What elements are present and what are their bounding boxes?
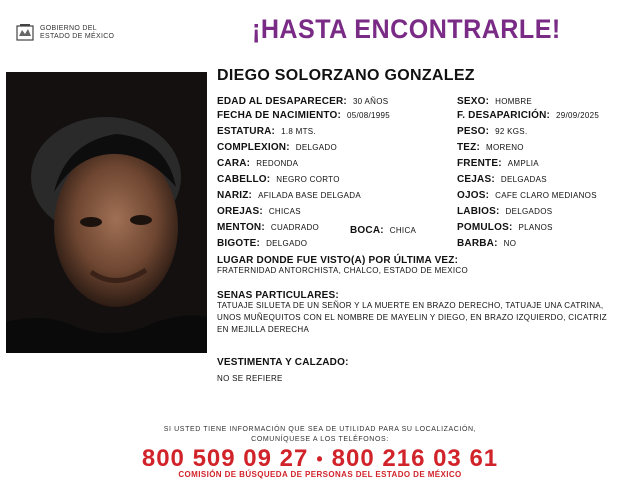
vestimenta-label: VESTIMENTA Y CALZADO: xyxy=(217,357,349,368)
peso-label: PESO: xyxy=(457,126,490,137)
nariz-value: AFILADA BASE DELGADA xyxy=(258,191,362,200)
field-menton xyxy=(217,222,319,235)
orejas-value: CHICAS xyxy=(268,207,301,216)
field-boca xyxy=(350,225,416,238)
field-barba xyxy=(457,238,516,251)
field-ojos xyxy=(457,190,597,203)
field-sexo xyxy=(457,96,532,109)
menton-value: CUADRADO xyxy=(270,223,320,232)
boca-label: BOCA: xyxy=(350,225,384,236)
vestimenta-value: NO SE REFIERE xyxy=(217,374,283,383)
desaparicion-value: 29/09/2025 xyxy=(556,111,600,120)
barba-value: NO xyxy=(503,239,517,248)
government-name xyxy=(40,25,114,41)
estatura-label: ESTATURA: xyxy=(217,126,276,137)
boca-value: CHICA xyxy=(389,226,417,235)
cabello-value: NEGRO CORTO xyxy=(276,175,340,184)
gov-line-1: GOBIERNO DEL xyxy=(40,25,97,32)
person-photo xyxy=(6,72,207,353)
headline: ¡HASTA ENCONTRARLE! xyxy=(252,14,561,44)
edad-label: EDAD AL DESAPARECER: xyxy=(217,96,347,107)
cejas-label: CEJAS: xyxy=(457,174,495,185)
field-nariz xyxy=(217,190,361,203)
person-photo-icon xyxy=(6,72,207,353)
sexo-value: HOMBRE xyxy=(495,97,533,106)
peso-value: 92 KGS. xyxy=(495,127,528,136)
state-emblem-icon xyxy=(14,22,36,44)
field-nacimiento xyxy=(217,110,390,123)
cejas-value: DELGADAS xyxy=(500,175,547,184)
frente-value: AMPLIA xyxy=(507,159,539,168)
cara-value: REDONDA xyxy=(256,159,299,168)
phone-number-1: 800 509 09 27 xyxy=(141,445,309,472)
person-name: DIEGO SOLORZANO GONZALEZ xyxy=(217,67,475,84)
frente-label: FRENTE: xyxy=(457,158,502,169)
lugar-label: LUGAR DONDE FUE VISTO(A) POR ÚLTIMA VEZ: xyxy=(217,255,459,266)
pomulos-label: POMULOS: xyxy=(457,222,513,233)
nacimiento-label: FECHA DE NACIMIENTO: xyxy=(217,110,341,121)
contact-note xyxy=(0,425,640,445)
field-cara xyxy=(217,158,298,171)
phone-numbers xyxy=(0,445,640,473)
barba-label: BARBA: xyxy=(457,238,498,249)
phone-separator: • xyxy=(316,449,324,470)
cabello-label: CABELLO: xyxy=(217,174,271,185)
bigote-label: BIGOTE: xyxy=(217,238,261,249)
lugar-value: FRATERNIDAD ANTORCHISTA, CHALCO, ESTADO DE MEXICO xyxy=(217,266,469,275)
edad-value: 30 AÑOS xyxy=(352,97,389,106)
field-bigote xyxy=(217,238,307,251)
pomulos-value: PLANOS xyxy=(518,223,553,232)
complexion-value: DELGADO xyxy=(295,143,337,152)
menton-label: MENTON: xyxy=(217,222,265,233)
ojos-label: OJOS: xyxy=(457,190,490,201)
field-estatura xyxy=(217,126,316,139)
commission-name: COMISIÓN DE BÚSQUEDA DE PERSONAS DEL ESTADO DE MÉXICO xyxy=(178,470,462,479)
estatura-value: 1.8 MTS. xyxy=(281,127,316,136)
gov-line-2: ESTADO DE MÉXICO xyxy=(40,33,115,40)
field-orejas xyxy=(217,206,301,219)
labios-label: LABIOS: xyxy=(457,206,500,217)
orejas-label: OREJAS: xyxy=(217,206,263,217)
field-cejas xyxy=(457,174,547,187)
desaparicion-label: F. DESAPARICIÓN: xyxy=(457,110,551,121)
field-tez xyxy=(457,142,524,155)
contact-note-line-2: COMUNÍQUESE A LOS TELÉFONOS: xyxy=(251,436,389,443)
field-pomulos xyxy=(457,222,553,235)
field-peso xyxy=(457,126,527,139)
labios-value: DELGADOS xyxy=(505,207,553,216)
sexo-label: SEXO: xyxy=(457,96,490,107)
field-frente xyxy=(457,158,539,171)
senas-label: SENAS PARTICULARES: xyxy=(217,290,339,301)
nacimiento-value: 05/08/1995 xyxy=(347,111,391,120)
senas-value: TATUAJE SILUETA DE UN SEÑOR Y LA MUERTE EN BRAZO DERECHO, TATUAJE UNA CATRINA, UNOS MUÑEQUITOS CON EL NOMBRE DE MAYELIN Y DIEGO, EN BRAZO IZQUIERDO, CICATRIZ EN MEJILLA DERECHA xyxy=(217,301,607,334)
bigote-value: DELGADO xyxy=(266,239,308,248)
government-logo xyxy=(14,22,114,44)
nariz-label: NARIZ: xyxy=(217,190,253,201)
phone-number-2: 800 216 03 61 xyxy=(331,445,499,472)
cara-label: CARA: xyxy=(217,158,251,169)
field-complexion xyxy=(217,142,337,155)
field-labios xyxy=(457,206,552,219)
tez-label: TEZ: xyxy=(457,142,481,153)
field-cabello xyxy=(217,174,340,187)
ojos-value: CAFE CLARO MEDIANOS xyxy=(495,191,597,200)
tez-value: MORENO xyxy=(486,143,524,152)
contact-note-line-1: SI USTED TIENE INFORMACIÓN QUE SEA DE UTILIDAD PARA SU LOCALIZACIÓN, xyxy=(163,426,477,433)
complexion-label: COMPLEXION: xyxy=(217,142,290,153)
field-desaparicion xyxy=(457,110,599,123)
field-edad xyxy=(217,96,388,109)
